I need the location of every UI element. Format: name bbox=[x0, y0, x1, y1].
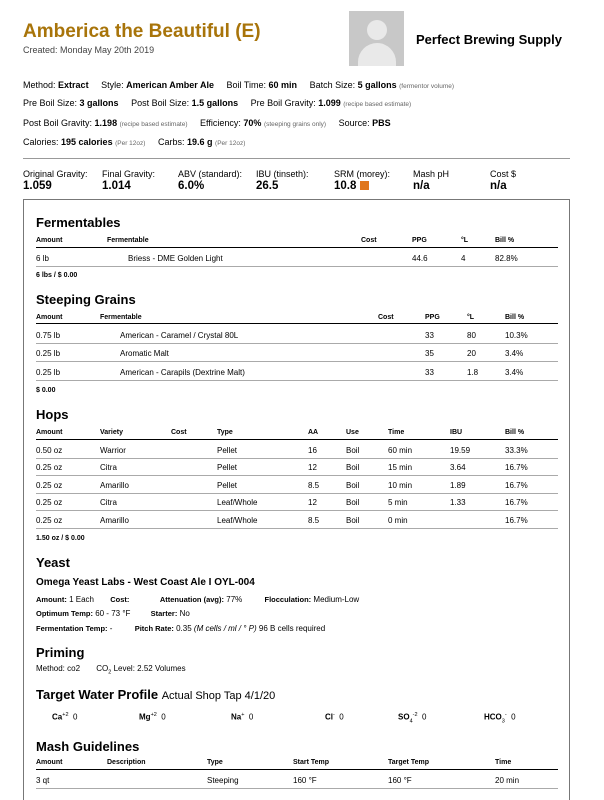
steeping-total: $ 0.00 bbox=[36, 387, 56, 394]
boil-time-value: 60 min bbox=[268, 80, 298, 90]
yeast-row-2: Optimum Temp: 60 - 73 °F Starter: No bbox=[36, 609, 190, 618]
priming-title: Priming bbox=[36, 645, 85, 660]
created-date: Created: Monday May 20th 2019 bbox=[23, 45, 155, 55]
yeast-name: Omega Yeast Labs - West Coast Ale I OYL-004 bbox=[36, 577, 255, 588]
user-silhouette-icon bbox=[367, 20, 387, 40]
ion-chloride: Cl- 0 bbox=[325, 712, 344, 722]
stat-fg: Final Gravity: 1.014 bbox=[102, 169, 156, 192]
info-line-4: Calories: 195 calories (Per 12oz) Carbs: 19.6 g (Per 12oz) bbox=[23, 137, 246, 147]
stat-ibu: IBU (tinseth): 26.5 bbox=[256, 169, 309, 192]
method-value: Extract bbox=[58, 80, 89, 90]
info-line-2: Pre Boil Size: 3 gallons Post Boil Size: 1.5 gallons Pre Boil Gravity: 1.099 (recipe based estimate) bbox=[23, 98, 412, 108]
fermentables-total: 6 lbs / $ 0.00 bbox=[36, 272, 78, 279]
water-title: Target Water Profile Actual Shop Tap 4/1/20 bbox=[36, 687, 276, 702]
yeast-row-1: Amount: 1 Each Cost: Attenuation (avg): 77% Flocculation: Medium-Low bbox=[36, 595, 360, 604]
ion-bicarbonate: $HCO_3^-$ 0 bbox=[484, 712, 516, 725]
style-value: American Amber Ale bbox=[126, 80, 214, 90]
stat-abv: ABV (standard): 6.0% bbox=[178, 169, 243, 192]
ion-sulfate: $SO_4^{-2}$ 0 bbox=[398, 712, 427, 725]
brand-name: Perfect Brewing Supply bbox=[416, 32, 562, 47]
steeping-title: Steeping Grains bbox=[36, 292, 136, 307]
divider bbox=[23, 158, 570, 159]
ion-calcium: $Ca^{+2}$ 0 bbox=[52, 712, 78, 722]
avatar bbox=[349, 11, 404, 66]
batch-size-value: 5 gallons bbox=[357, 80, 397, 90]
recipe-title: Amberica the Beautiful (E) bbox=[23, 21, 261, 42]
mash-title: Mash Guidelines bbox=[36, 739, 140, 754]
stat-mash-ph: Mash pH n/a bbox=[413, 169, 450, 192]
fermentables-title: Fermentables bbox=[36, 215, 121, 230]
stat-srm: SRM (morey): 10.8 bbox=[334, 169, 390, 192]
priming-row: Method: co2 $CO_2$ Level: 2.52 Volumes bbox=[36, 664, 186, 676]
hops-total: 1.50 oz / $ 0.00 bbox=[36, 535, 85, 542]
yeast-row-3: Fermentation Temp: - Pitch Rate: 0.35 (M cells / ml / ° P) 96 B cells required bbox=[36, 624, 326, 633]
ion-magnesium: $Mg^{+2}$ 0 bbox=[139, 712, 166, 722]
info-line-3: Post Boil Gravity: 1.198 (recipe based estimate) Efficiency: 70% (steeping grains only) Source: PBS bbox=[23, 118, 391, 128]
info-line-1: Method: Extract Style: American Amber Ale Boil Time: 60 min Batch Size: 5 gallons (fermentor volume) bbox=[23, 80, 455, 90]
stat-cost: Cost $ n/a bbox=[490, 169, 517, 192]
yeast-title: Yeast bbox=[36, 555, 70, 570]
srm-color-swatch bbox=[360, 181, 369, 190]
hops-title: Hops bbox=[36, 407, 69, 422]
stat-og: Original Gravity: 1.059 bbox=[23, 169, 88, 192]
ion-sodium: Na+ 0 bbox=[231, 712, 254, 722]
